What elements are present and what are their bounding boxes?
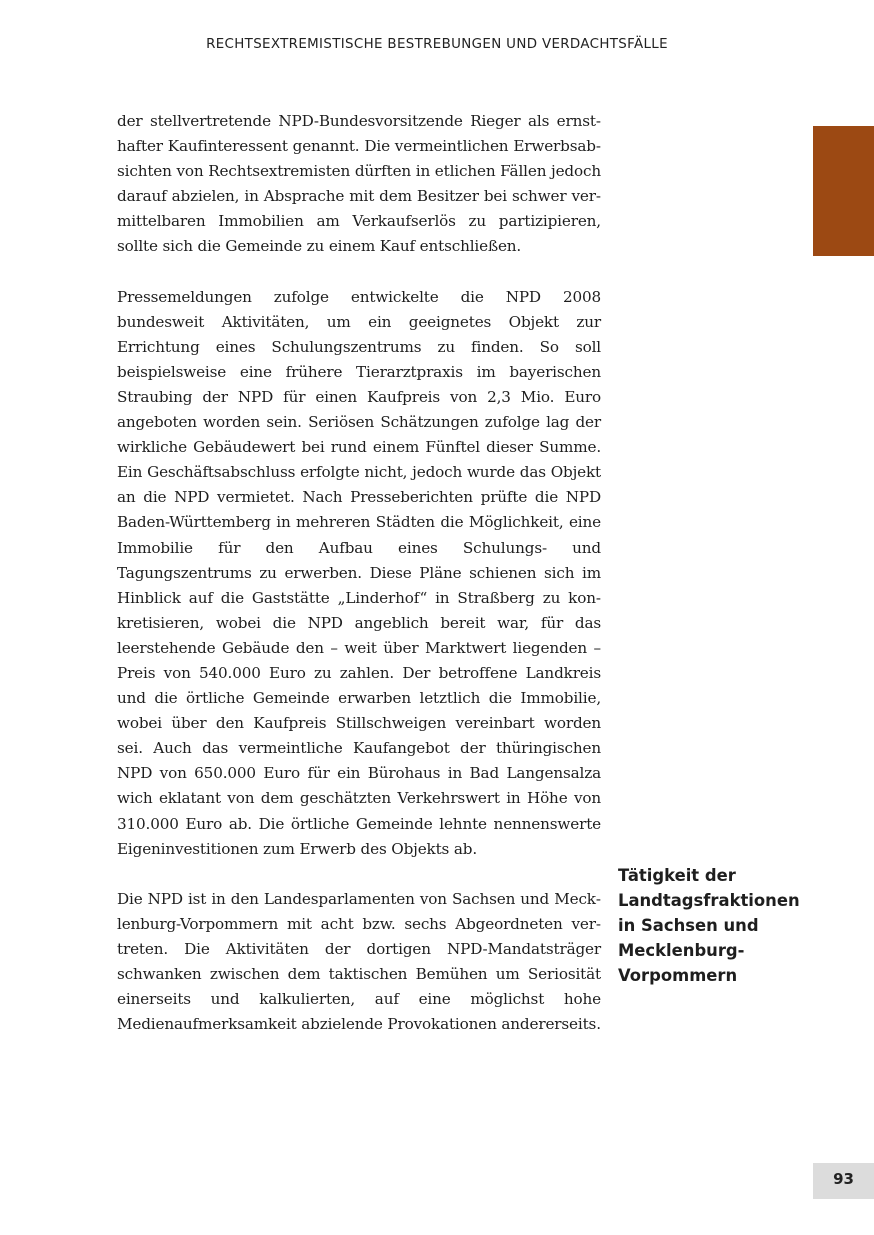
running-header: RECHTSEXTREMISTISCHE BESTREBUNGEN UND VERDACHTSFÄLLE bbox=[206, 37, 668, 52]
margin-heading-line: Mecklenburg- bbox=[618, 941, 745, 961]
margin-heading-line: in Sachsen und bbox=[618, 916, 759, 936]
body-paragraph-1: der stellvertretende NPD-Bundesvorsitzende Rieger als ernsthafter Kaufinteressent genannt. Die vermeintlichen Erwerbsabsichten von Rechtsextremisten dürften in etlichen Fällen jedoch darauf abzielen, in Absprache mit dem Besitzer bei schwer vermittelbaren Immobilien am Verkaufserlös zu partizipieren, sollte sich die Gemeinde zu einem Kauf entschließen. bbox=[117, 112, 601, 256]
margin-heading bbox=[618, 863, 808, 988]
body-paragraph-2: Pressemeldungen zufolge entwickelte die NPD 2008 bundesweit Aktivitäten, um ein geeignetes Objekt zur Errichtung eines Schulungszentrums zu finden. So soll beispielsweise eine frühere Tierarztpraxis im bayerischen Straubing der NPD für einen Kaufpreis von 2,3 Mio. Euro angeboten worden sein. Seriösen Schätzungen zufolge lag der wirkliche Gebäudewert bei rund einem Fünftel dieser Summe. Ein Geschäftsabschluss erfolgte nicht, jedoch wurde das Objekt an die NPD vermietet. Nach Presseberichten prüfte die NPD Baden-Württemberg in mehreren Städten die Möglichkeit, eine Immobilie für den Aufbau eines Schulungs- und Tagungszentrums zu erwerben. Diese Pläne schienen sich im Hinblick auf die Gaststätte „Linderhof“ in Straßberg zu konkretisieren, wobei die NPD angeblich bereit war, für das leerstehende Gebäude den – weit über Marktwert liegenden – Preis von 540.000 Euro zu zahlen. Der betroffene Landkreis und die örtliche Gemeinde erwarben letztlich die Immobilie, wobei über den Kaufpreis Stillschweigen vereinbart worden sei. Auch das vermeintliche Kaufangebot der thüringischen NPD von 650.000 Euro für ein Bürohaus in Bad Langensalza wich eklatant von dem geschätzten Verkehrswert in Höhe von 310.000 Euro ab. Die örtliche Gemeinde lehnte nennenswerte Eigeninvestitionen zum Erwerb des Objekts ab. bbox=[117, 287, 601, 858]
section-color-tab bbox=[813, 126, 874, 256]
margin-heading-line: Tätigkeit der bbox=[618, 866, 736, 885]
margin-heading-line: Vorpommern bbox=[618, 966, 738, 986]
page-number: 93 bbox=[813, 1163, 874, 1199]
main-text-column bbox=[117, 109, 601, 1062]
margin-heading-line: Landtagsfraktionen bbox=[618, 891, 800, 911]
body-paragraph-3: Die NPD ist in den Landesparlamenten von Sachsen und Mecklenburg-Vorpommern mit acht bzw. sechs Abgeordneten vertreten. Die Aktivitäten der dortigen NPD-Mandatsträger schwanken zwischen dem taktischen Bemühen um Seriosität einerseits und kalkulierten, auf eine möglichst hohe Medienaufmerksamkeit abzielende Provokationen andererseits. bbox=[117, 889, 601, 1034]
